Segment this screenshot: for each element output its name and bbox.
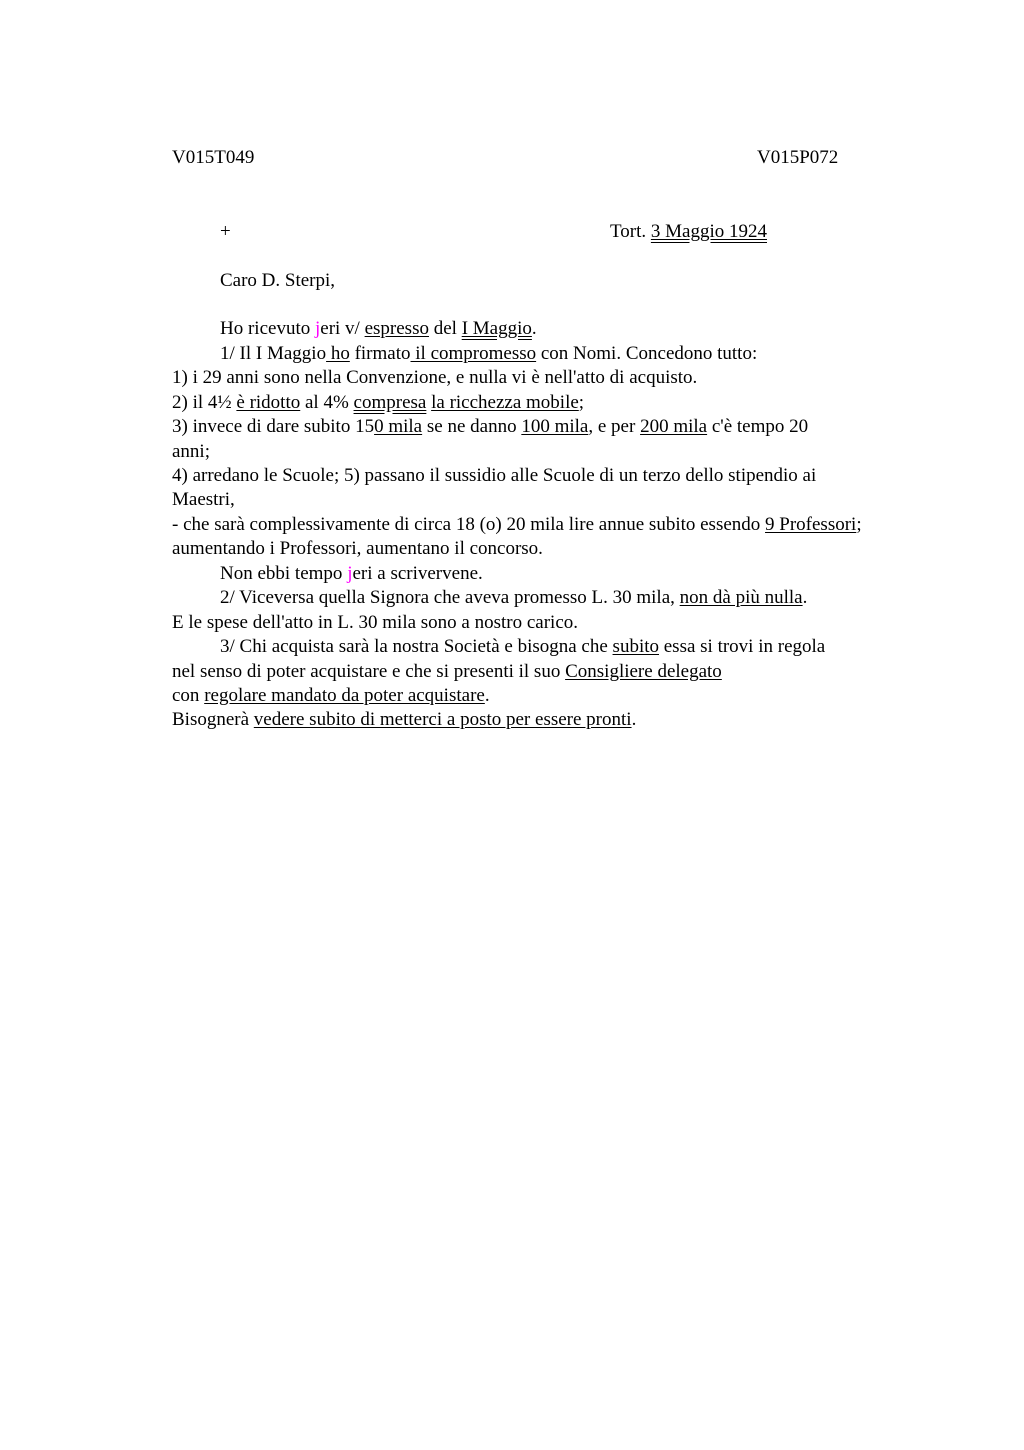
- underlined-text: è ridotto: [236, 392, 301, 413]
- archive-code-right: V015P072: [757, 147, 839, 168]
- highlighted-letter: j: [347, 563, 353, 584]
- text-segment: con: [172, 685, 205, 706]
- underlined-text: 100 mila: [521, 416, 589, 437]
- body-line: [220, 342, 757, 366]
- place-label: Tort.: [610, 221, 651, 242]
- greeting: Caro D. Sterpi,: [220, 270, 336, 291]
- underlined-text: 0 mila: [374, 416, 423, 437]
- underlined-text: la ricchezza mobile: [431, 392, 579, 413]
- text-segment: c'è tempo 20: [707, 416, 809, 437]
- underlined-text: regolare mandato da poter acquistare: [204, 685, 485, 706]
- underlined-text: ho: [326, 343, 350, 364]
- text-segment: del: [428, 318, 462, 339]
- text-segment: .: [631, 709, 637, 730]
- body-line: 4) arredano le Scuole; 5) passano il sussidio alle Scuole di un terzo dello stipendio ai: [172, 465, 817, 486]
- underlined-text: non dà più nulla: [679, 587, 803, 608]
- text-segment: con Nomi. Concedono tutto:: [536, 343, 758, 364]
- underlined-text: subito: [612, 636, 659, 657]
- text-segment: Ho ricevuto: [220, 318, 315, 339]
- text-segment: Non ebbi tempo: [220, 563, 348, 584]
- text-segment: nel senso di poter acquistare e che si presenti il suo: [172, 661, 566, 682]
- text-segment: 3) invece di dare subito 15: [172, 416, 375, 437]
- cross-mark: +: [220, 221, 231, 242]
- underlined-text: Consigliere delegato: [565, 661, 722, 682]
- underlined-text: il compromesso: [410, 343, 537, 364]
- body-line: [220, 317, 537, 341]
- text-segment: ;: [578, 392, 585, 413]
- text-segment: eri v/: [320, 318, 365, 339]
- text-segment: .: [531, 318, 537, 339]
- text-segment: - che sarà complessivamente di circa 18 (o) 20 mila lire annue subito essendo: [172, 514, 766, 535]
- text-segment: .: [802, 587, 808, 608]
- body-line: anni;: [172, 441, 210, 462]
- text-segment: 2) il 4½: [172, 392, 237, 413]
- text-segment: al 4%: [300, 392, 354, 413]
- body-line: Maestri,: [172, 489, 235, 510]
- body-line: [172, 391, 584, 415]
- body-line: [220, 586, 807, 610]
- text-segment: Bisognerà: [172, 709, 254, 730]
- text-segment: .: [484, 685, 490, 706]
- body-line: [172, 708, 636, 732]
- text-segment: se ne danno: [422, 416, 522, 437]
- text-segment: ;: [856, 514, 862, 535]
- body-line: [172, 684, 490, 708]
- archive-code-left: V015T049: [172, 147, 255, 168]
- body-line: [220, 635, 825, 659]
- underlined-text: 9 Professori: [765, 514, 857, 535]
- underlined-text: espresso: [364, 318, 429, 339]
- text-segment: , e per: [588, 416, 641, 437]
- letter-date: 3 Maggio 1924: [650, 221, 767, 242]
- body-line: 1) i 29 anni sono nella Convenzione, e nulla vi è nell'atto di acquisto.: [172, 367, 698, 388]
- text-segment: 3/ Chi acquista sarà la nostra Società e bisogna che: [220, 636, 613, 657]
- body-line: aumentando i Professori, aumentano il concorso.: [172, 538, 543, 559]
- body-line: E le spese dell'atto in L. 30 mila sono a nostro carico.: [172, 612, 579, 633]
- double-underlined-text: I Maggio: [461, 318, 532, 339]
- text-segment: firmato: [349, 343, 411, 364]
- body-line: [220, 562, 483, 586]
- underlined-text: 200 mila: [640, 416, 708, 437]
- body-line: [172, 513, 862, 537]
- date-line: [610, 220, 767, 244]
- text-segment: 2/ Viceversa quella Signora che aveva promesso L. 30 mila,: [220, 587, 680, 608]
- text-segment: 1/ Il I Maggio: [220, 343, 327, 364]
- double-underlined-text: compresa: [353, 392, 427, 413]
- text-segment: essa si trovi in regola: [659, 636, 826, 657]
- highlighted-letter: j: [314, 318, 321, 339]
- body-line: [172, 660, 722, 684]
- body-line: [172, 415, 808, 439]
- underlined-text: vedere subito di metterci a posto per essere pronti: [253, 709, 632, 730]
- text-segment: eri a scrivervene.: [352, 563, 483, 584]
